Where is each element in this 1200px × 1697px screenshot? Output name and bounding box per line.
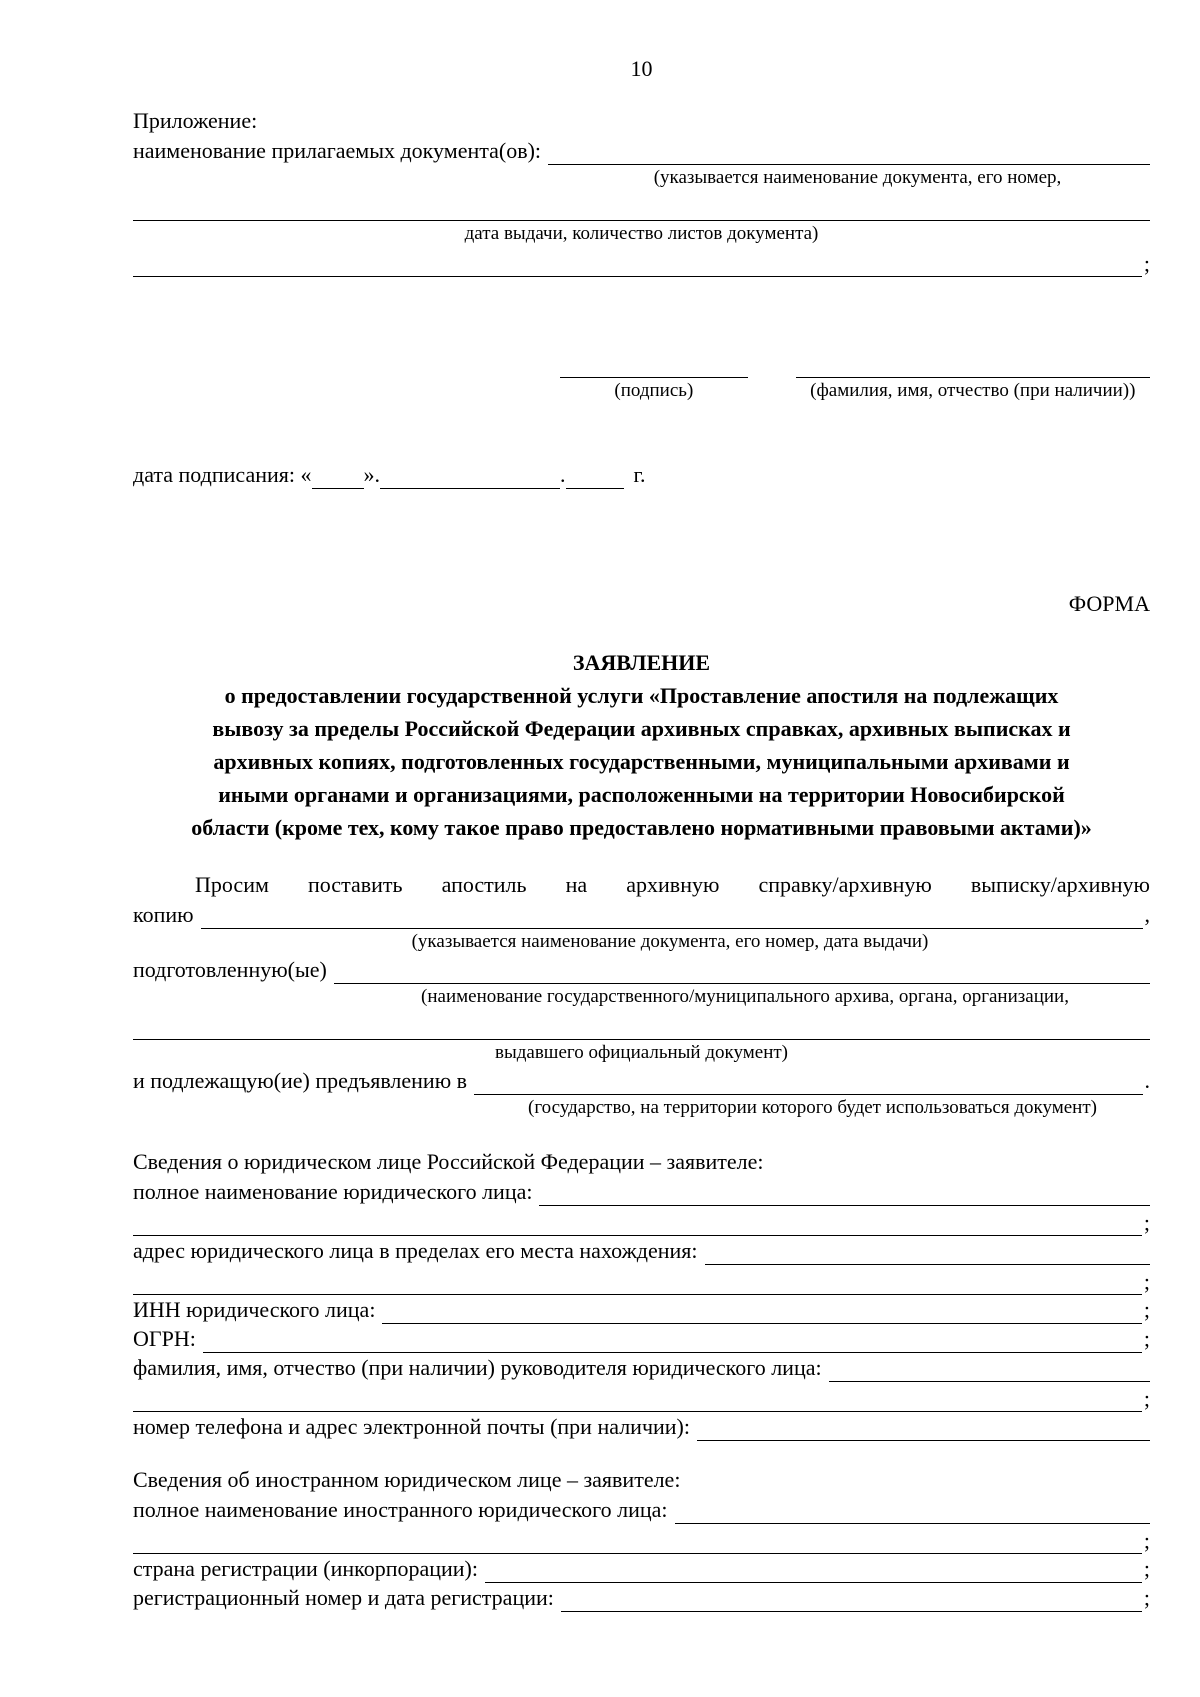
request-period: .	[1144, 1068, 1150, 1093]
ru-inn-row	[133, 1295, 1150, 1324]
foreign-regnum-fill-line	[561, 1589, 1142, 1612]
signature-name-line	[796, 349, 1150, 378]
ru-head-name-continuation-row	[133, 1382, 1150, 1412]
application-title: ЗАЯВЛЕНИЕ	[572, 650, 711, 675]
ru-phone-email-row	[133, 1412, 1150, 1441]
ru-address-label: адрес юридического лица в пределах его места нахождения:	[133, 1238, 698, 1263]
request-present-label: и подлежащую(ие) предъявлению в	[133, 1068, 468, 1093]
ru-address-row	[133, 1236, 1150, 1265]
foreign-entity-heading: Сведения об иностранном юридическом лице – заявителе:	[133, 1467, 681, 1492]
ru-head-name-fill-line-2	[133, 1383, 1142, 1412]
ru-entity-heading: Сведения о юридическом лице Российской Федерации – заявителе:	[133, 1149, 764, 1174]
ru-full-name-row	[133, 1177, 1150, 1206]
ru-inn-fill-line	[382, 1301, 1141, 1324]
foreign-full-name-semicolon: ;	[1143, 1528, 1150, 1553]
signing-date-close-quote: ».	[363, 462, 380, 487]
ru-ogrn-fill-line	[203, 1330, 1142, 1353]
request-caption-org-line2: выдавшего официальный документ)	[495, 1042, 788, 1063]
request-line-1: Просим поставить апостиль на архивную справку/архивную выписку/архивную	[195, 872, 1150, 897]
ru-address-fill-line-2	[133, 1266, 1142, 1295]
request-caption-state: (государство, на территории которого будет использоваться документ)	[528, 1097, 1097, 1118]
ru-full-name-fill-line	[539, 1183, 1150, 1206]
signing-date-prefix: дата подписания: «	[133, 462, 312, 487]
ru-ogrn-label: ОГРН:	[133, 1326, 196, 1351]
attachment-name-row	[133, 136, 1150, 165]
foreign-full-name-fill-line	[675, 1501, 1150, 1524]
request-continuation-row	[133, 1010, 1150, 1040]
request-copy-row	[133, 900, 1150, 929]
foreign-country-row	[133, 1554, 1150, 1583]
foreign-regnum-row	[133, 1583, 1150, 1612]
signature-sign-caption: (подпись)	[614, 380, 694, 401]
subtitle-line-3: архивных копиях, подготовленных государственными, муниципальными архивами и	[213, 749, 1070, 774]
subtitle-line-4: иными органами и организациями, расположенными на территории Новосибирской	[218, 782, 1065, 807]
signing-date-year-suffix: г.	[633, 462, 646, 487]
signature-sign-line	[560, 349, 748, 378]
request-prepared-fill-line	[334, 961, 1150, 984]
subtitle-line-2: вывозу за пределы Российской Федерации архивных справках, архивных выписках и	[212, 716, 1071, 741]
request-caption-document: (указывается наименование документа, его номер, дата выдачи)	[411, 931, 929, 952]
foreign-country-label: страна регистрации (инкорпорации):	[133, 1556, 478, 1581]
request-org-fill-line-2	[133, 1011, 1150, 1040]
ru-full-name-label: полное наименование юридического лица:	[133, 1179, 533, 1204]
attachment-name-label: наименование прилагаемых документа(ов):	[133, 138, 542, 163]
page-number: 10	[630, 56, 653, 81]
foreign-full-name-row	[133, 1495, 1150, 1524]
subtitle-line-5: области (кроме тех, кому такое право предоставлено нормативными правовыми актами)»	[191, 815, 1092, 840]
ru-inn-semicolon: ;	[1143, 1297, 1150, 1322]
application-subtitle	[133, 679, 1150, 844]
attachment-semicolon: ;	[1143, 251, 1150, 276]
signing-date-day-line	[312, 466, 364, 489]
request-caption-org-line1: (наименование государственного/муниципального архива, органа, организации,	[421, 986, 1069, 1007]
subtitle-line-1: о предоставлении государственной услуги «Проставление апостиля на подлежащих	[224, 683, 1059, 708]
ru-address-fill-line	[705, 1242, 1150, 1265]
foreign-full-name-fill-line-2	[133, 1525, 1142, 1554]
attachment-caption-line2: дата выдачи, количество листов документа)	[464, 223, 819, 244]
foreign-regnum-label: регистрационный номер и дата регистрации:	[133, 1585, 554, 1610]
foreign-regnum-semicolon: ;	[1143, 1585, 1150, 1610]
signing-date-year-line	[566, 466, 624, 489]
signing-date-month-line	[380, 466, 560, 489]
request-copy-label: копию	[133, 902, 194, 927]
ru-full-name-continuation-row	[133, 1206, 1150, 1236]
ru-address-semicolon: ;	[1143, 1269, 1150, 1294]
ru-head-name-semicolon: ;	[1143, 1386, 1150, 1411]
ru-full-name-semicolon: ;	[1143, 1210, 1150, 1235]
ru-phone-email-label: номер телефона и адрес электронной почты (при наличии):	[133, 1414, 690, 1439]
attachment-heading: Приложение:	[133, 108, 258, 133]
request-state-fill-line	[474, 1072, 1142, 1095]
request-present-row	[133, 1066, 1150, 1095]
foreign-country-semicolon: ;	[1143, 1556, 1150, 1581]
signature-block	[560, 349, 1150, 404]
attachment-fill-line-3	[133, 248, 1142, 277]
attachment-fill-line-2	[133, 192, 1150, 221]
ru-head-name-row	[133, 1353, 1150, 1382]
signing-date-dot: .	[560, 462, 566, 487]
request-document-fill-line	[201, 906, 1143, 929]
request-comma: ,	[1144, 902, 1150, 927]
attachment-continuation-row-1	[133, 191, 1150, 221]
ru-phone-email-fill-line	[697, 1418, 1150, 1441]
attachment-caption-line1: (указывается наименование документа, его номер,	[653, 167, 1062, 188]
ru-head-name-fill-line	[829, 1359, 1150, 1382]
ru-head-name-label: фамилия, имя, отчество (при наличии) руководителя юридического лица:	[133, 1355, 822, 1380]
ru-address-continuation-row	[133, 1265, 1150, 1295]
foreign-full-name-continuation-row	[133, 1524, 1150, 1554]
ru-full-name-fill-line-2	[133, 1207, 1142, 1236]
request-prepared-row	[133, 955, 1150, 984]
signature-column-gap	[748, 349, 796, 404]
ru-ogrn-semicolon: ;	[1143, 1326, 1150, 1351]
signing-date-row	[133, 460, 1150, 489]
signature-name-column	[796, 349, 1150, 404]
attachment-continuation-row-2	[133, 247, 1150, 277]
ru-ogrn-row	[133, 1324, 1150, 1353]
request-prepared-label: подготовленную(ые)	[133, 957, 327, 982]
signature-sign-column	[560, 349, 748, 404]
attachment-name-fill-line	[548, 142, 1150, 165]
foreign-country-fill-line	[485, 1560, 1142, 1583]
form-label: ФОРМА	[1068, 591, 1150, 616]
ru-inn-label: ИНН юридического лица:	[133, 1297, 376, 1322]
signature-name-caption: (фамилия, имя, отчество (при наличии))	[810, 380, 1136, 401]
foreign-full-name-label: полное наименование иностранного юридического лица:	[133, 1497, 668, 1522]
